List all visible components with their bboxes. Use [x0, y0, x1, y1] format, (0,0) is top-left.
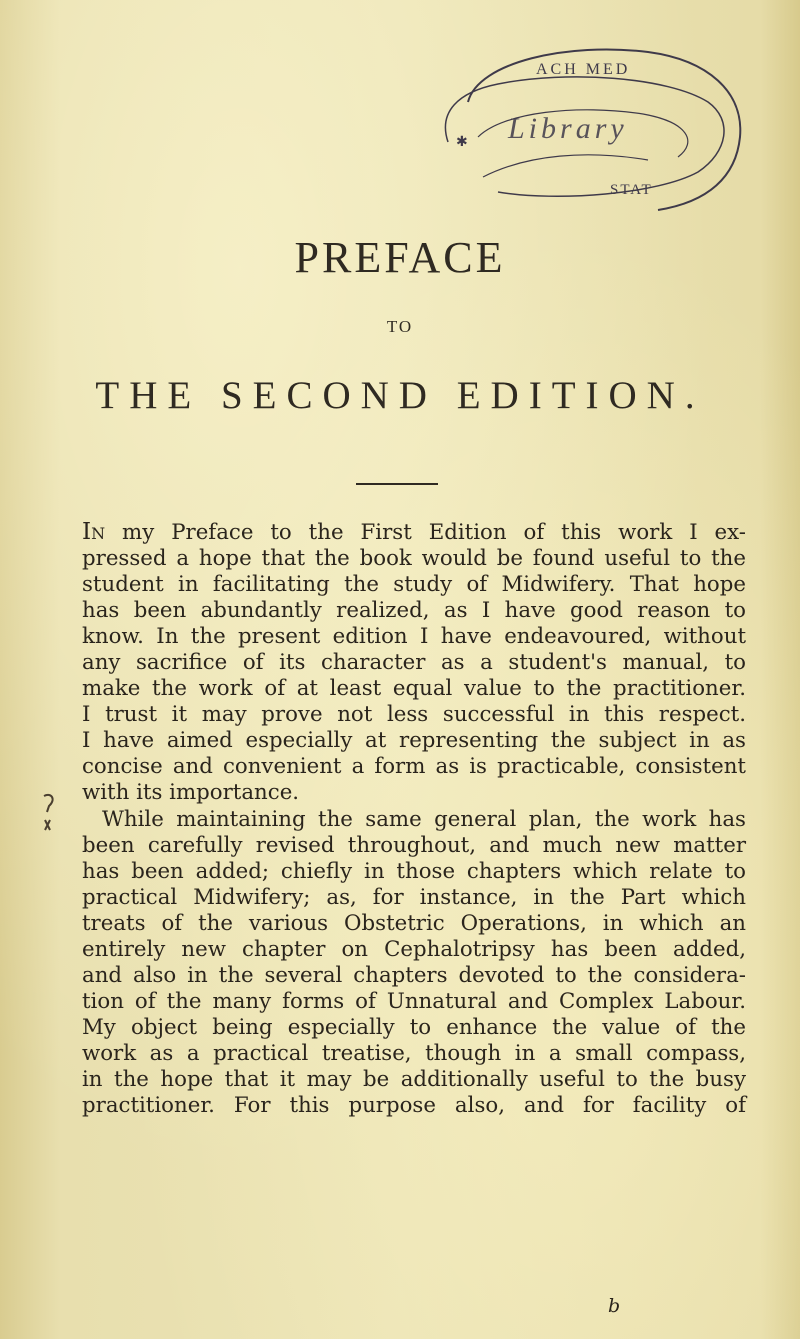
text-line-19: tion of the many forms of Unnatural and Complex Labour.	[82, 988, 746, 1014]
edition-heading: THE SECOND EDITION.	[95, 374, 705, 417]
text-line-23: practitioner. For this purpose also, and for facility of	[82, 1093, 746, 1119]
library-stamp	[408, 42, 752, 212]
text-line-5: know. In the present edition I have endeavoured, without	[82, 624, 746, 650]
title-divider	[356, 483, 438, 485]
text-line-7: make the work of at least equal value to the practitioner.	[82, 676, 746, 702]
text-line-8: I trust it may prove not less successful in this respect.	[82, 702, 746, 728]
text-line-18: and also in the several chapters devoted to the considera-	[82, 962, 746, 988]
preface-heading: PREFACE	[294, 233, 506, 282]
stamp-top-text: ACH MED	[536, 61, 631, 78]
text-line-11: with its importance.	[82, 780, 300, 806]
preface-body	[82, 519, 746, 1119]
text-line-3: student in facilitating the study of Midwifery. That hope	[82, 572, 746, 598]
drop-word: In	[82, 519, 106, 545]
text-line-1: In my Preface to the First Edition of this work I ex-	[82, 519, 746, 545]
text-line-9: I have aimed especially at representing the subject in as	[82, 728, 746, 754]
text-line-14: has been added; chiefly in those chapters which relate to	[82, 858, 746, 884]
text-line-22: in the hope that it may be additionally useful to the busy	[82, 1066, 746, 1092]
stamp-star-left: ✱	[456, 134, 468, 150]
stamp-center-text: Library	[508, 112, 628, 145]
text-line-15: practical Midwifery; as, for instance, in the Part which	[82, 884, 746, 910]
margin-pencil-mark	[40, 790, 60, 840]
text-line-10: concise and convenient a form as is practicable, consistent	[82, 754, 746, 780]
text-line-2: pressed a hope that the book would be found useful to the	[82, 546, 746, 572]
text-line-6: any sacrifice of its character as a student's manual, to	[82, 650, 746, 676]
text-line-21: work as a practical treatise, though in a small compass,	[82, 1040, 746, 1066]
text-line-13: been carefully revised throughout, and much new matter	[82, 832, 746, 858]
signature-mark: b	[608, 1295, 621, 1317]
stamp-bottom-text: STAT	[610, 182, 653, 198]
text-line-17: entirely new chapter on Cephalotripsy has been added,	[82, 936, 746, 962]
preface-connector: TO	[386, 317, 414, 336]
text-line-4: has been abundantly realized, as I have good reason to	[82, 598, 746, 624]
text-line-20: My object being especially to enhance the value of the	[82, 1014, 746, 1040]
text-line-16: treats of the various Obstetric Operations, in which an	[82, 910, 746, 936]
text-line-12: While maintaining the same general plan, the work has	[102, 806, 746, 832]
